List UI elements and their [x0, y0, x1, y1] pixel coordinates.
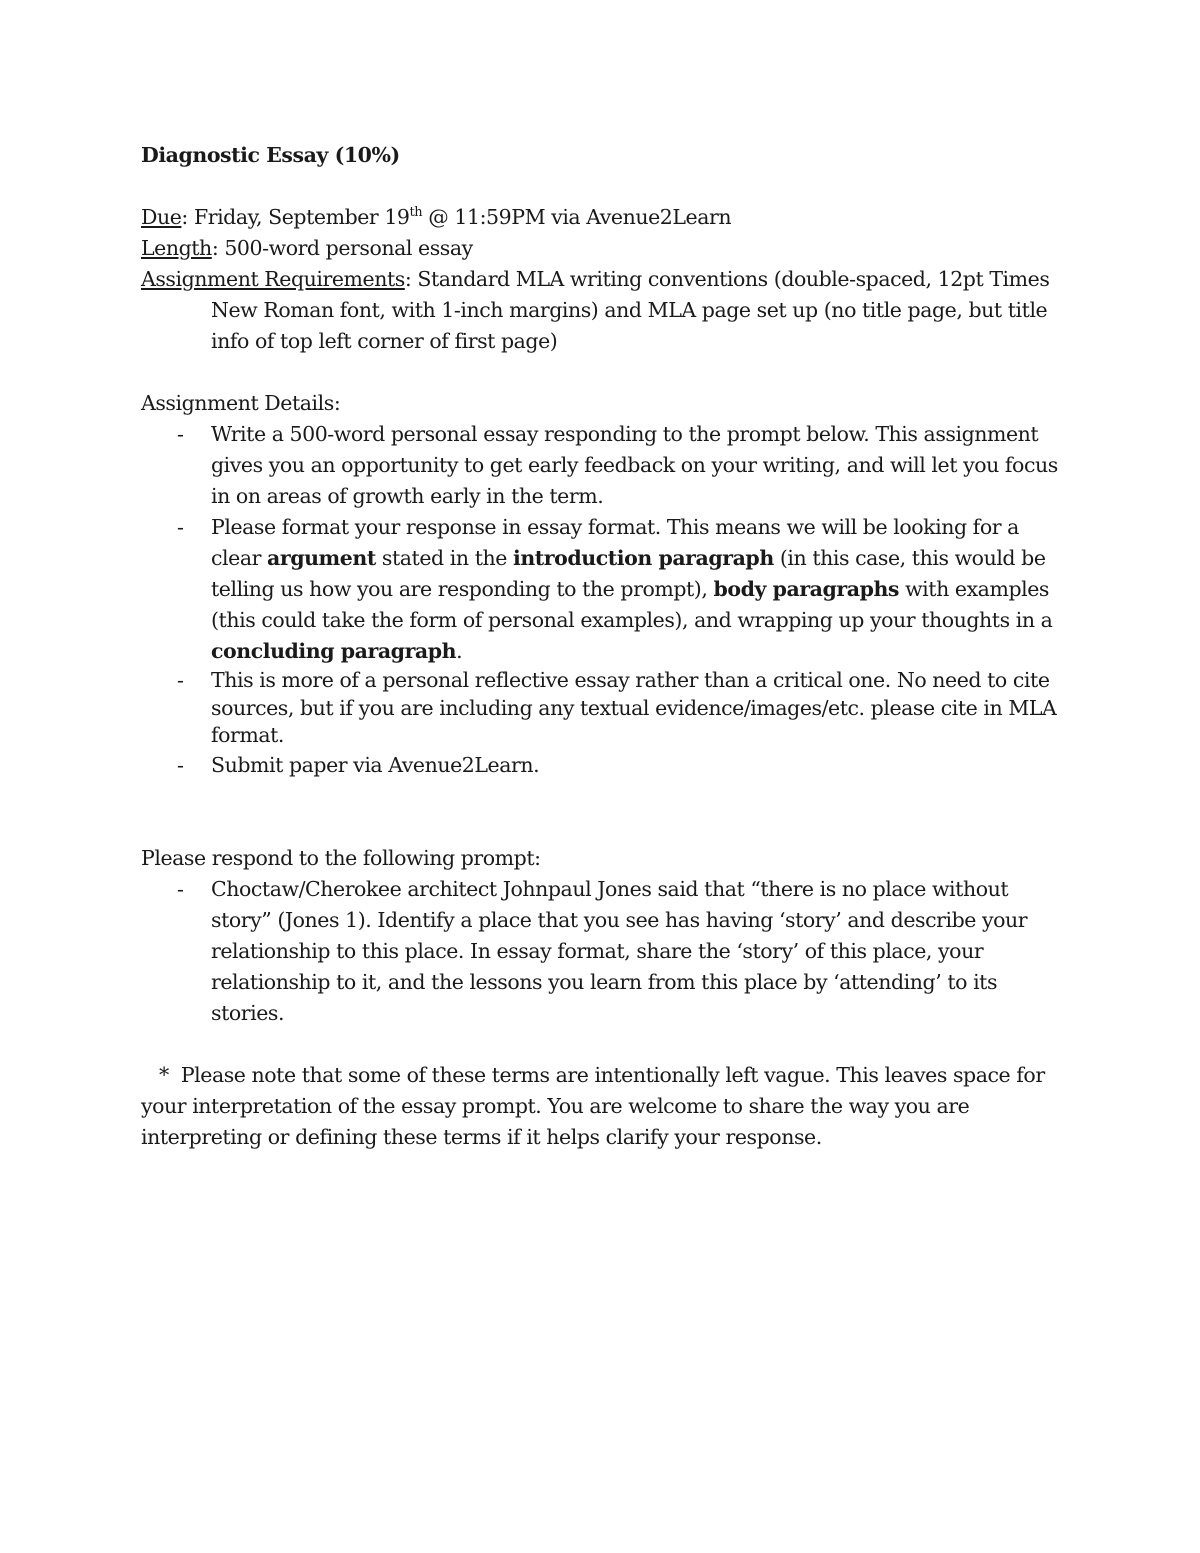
- asterisk-marker: *: [159, 1062, 169, 1087]
- details-item-2-text: stated in the: [375, 546, 513, 570]
- due-text-before: : Friday, September 19: [181, 205, 410, 229]
- bold-term-body: body paragraphs: [713, 577, 900, 601]
- details-item-2-text: (in this case, this would be telling us how you are responding to the prompt),: [211, 546, 1046, 601]
- list-item: [141, 874, 1071, 1029]
- details-item-1-text: Write a 500-word personal essay responding to the prompt below. This assignment gives you an opportunity to get early feedback on your writing, and will let you focus in on areas of growth early in the term.: [211, 422, 1058, 508]
- list-item: [141, 667, 1071, 750]
- list-item: [141, 512, 1071, 667]
- dash-marker: -: [177, 422, 184, 446]
- note-text: Please note that some of these terms are intentionally left vague. This leaves space for your interpretation of the essay prompt. You are welcome to share the way you are interpreting or defining these terms if it helps clarify your response.: [141, 1062, 1045, 1149]
- document-title: Diagnostic Essay (10%): [141, 143, 400, 167]
- bold-term-introduction: introduction paragraph: [512, 546, 774, 570]
- list-item: [141, 419, 1071, 512]
- details-item-2-text: with examples (this could take the form of personal examples), and wrapping up your thoughts in a: [211, 577, 1053, 632]
- requirements-label: Assignment Requirements: [141, 267, 405, 291]
- requirements-line: [141, 264, 1071, 357]
- due-sup: th: [409, 205, 423, 221]
- length-line: [141, 233, 1071, 264]
- details-item-3-text: This is more of a personal reflective essay rather than a critical one. No need to cite sources, but if you are including any textual evidence/images/etc. please cite in MLA format.: [211, 668, 1057, 747]
- prompt-item-text: Choctaw/Cherokee architect Johnpaul Jones said that “there is no place without story” (Jones 1). Identify a place that you see has having ‘story’ and describe your relationship to this place. In essay format, share the ‘story’ of this place, your relationship to it, and the lessons you learn from this place by ‘attending’ to its stories.: [211, 876, 1028, 1025]
- requirements-text: : Standard MLA writing conventions (double-spaced, 12pt Times New Roman font, with 1-inch margins) and MLA page set up (no title page, but title info of top left corner of first page): [211, 267, 1050, 353]
- due-text-after: @ 11:59PM via Avenue2Learn: [422, 205, 732, 229]
- dash-marker: -: [177, 668, 184, 692]
- list-item: [141, 750, 1071, 781]
- length-label: Length: [141, 236, 212, 260]
- prompt-list: [141, 874, 1071, 1029]
- details-item-4-text: Submit paper via Avenue2Learn.: [211, 752, 540, 777]
- dash-marker: -: [177, 515, 184, 539]
- details-item-2-text: .: [456, 639, 463, 663]
- note-paragraph: [141, 1060, 1071, 1153]
- dash-marker: -: [177, 876, 184, 901]
- details-heading: Assignment Details:: [141, 391, 341, 415]
- length-text: : 500-word personal essay: [211, 236, 473, 260]
- due-label: Due: [141, 205, 182, 229]
- details-item-2-text: Please format your response in essay format. This means we will be looking for a clear: [211, 515, 1019, 570]
- prompt-heading: Please respond to the following prompt:: [141, 845, 541, 870]
- details-list: [141, 419, 1071, 781]
- dash-marker: -: [177, 752, 184, 777]
- document-page: [141, 140, 1071, 1153]
- due-line: [141, 202, 1071, 233]
- bold-term-concluding: concluding paragraph: [211, 639, 457, 663]
- bold-term-argument: argument: [267, 546, 376, 570]
